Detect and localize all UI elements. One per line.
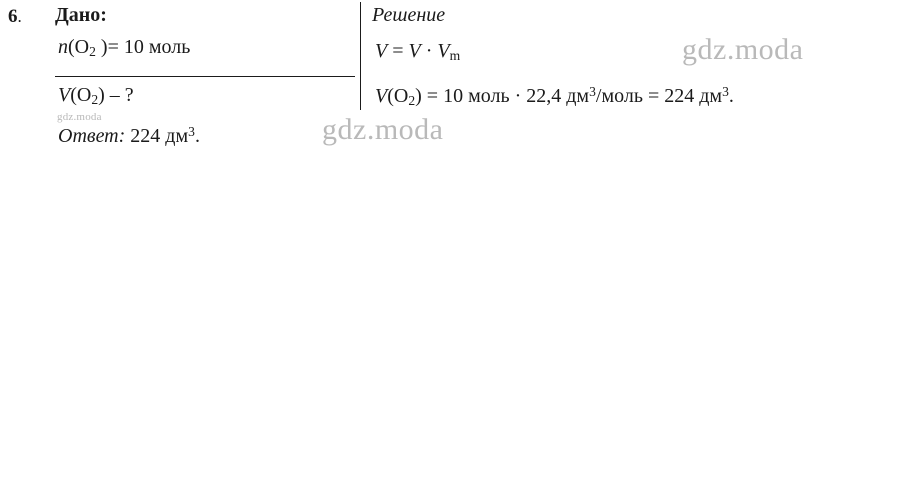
given-amount-value: 10 моль	[123, 36, 191, 58]
calc-per-unit: /моль	[595, 85, 643, 108]
calc-result: 224 дм	[664, 85, 723, 108]
calc-dot: ·	[514, 85, 522, 108]
formula-dot: ·	[425, 40, 433, 62]
given-line-volume	[58, 84, 134, 108]
calc-term-2-exponent: 3	[589, 84, 596, 99]
watermark-small-left: gdz.moda	[57, 111, 102, 123]
formula-equals: =	[392, 40, 404, 62]
calc-term-2: 22,4 дм	[526, 85, 590, 108]
given-amount-open: (O	[68, 36, 90, 58]
formula-lhs: V	[375, 40, 388, 62]
answer-label: Ответ:	[58, 125, 126, 148]
solution-calculation	[375, 84, 734, 109]
calc-result-exponent: 3	[722, 84, 729, 99]
answer-value: 224 дм	[130, 125, 189, 148]
solution-formula	[375, 40, 460, 64]
calc-lhs-symbol: V	[375, 85, 388, 108]
given-line-amount	[58, 36, 190, 60]
given-title: Дано:	[55, 4, 107, 26]
calc-lhs-close: )	[415, 85, 422, 108]
calc-equals-2: =	[647, 85, 660, 108]
given-volume-sub: 2	[91, 91, 99, 107]
calc-lhs-sub: 2	[408, 93, 416, 109]
formula-rhs-1: V	[408, 40, 421, 62]
answer-period: .	[194, 125, 200, 148]
given-amount-equals: =	[107, 36, 119, 58]
formula-rhs-2-sub: m	[449, 47, 461, 63]
answer-line	[58, 124, 200, 148]
calc-term-1: 10 моль	[443, 85, 510, 108]
given-volume-question: – ?	[109, 84, 134, 106]
given-volume-symbol: V	[58, 84, 71, 106]
given-volume-open: (O	[70, 84, 92, 106]
problem-number-value: 6	[8, 6, 18, 27]
watermark-right: gdz.moda	[682, 33, 804, 66]
given-amount-close: )	[95, 36, 108, 58]
answer-unit-exponent: 3	[188, 124, 195, 139]
formula-rhs-2: V	[437, 40, 450, 62]
given-amount-symbol: n	[58, 36, 68, 58]
calc-period: .	[728, 85, 734, 108]
problem-number-dot: .	[17, 7, 22, 26]
given-amount-sub: 2	[89, 43, 96, 59]
calc-equals-1: =	[426, 85, 439, 108]
given-volume-close: )	[98, 84, 105, 106]
calc-lhs-open: (O	[387, 85, 409, 108]
given-divider-rule	[55, 76, 355, 77]
solution-title: Решение	[372, 4, 446, 26]
problem-number	[8, 6, 22, 28]
watermark-center: gdz.moda	[322, 113, 444, 146]
given-column	[55, 4, 355, 107]
column-divider	[360, 2, 361, 110]
